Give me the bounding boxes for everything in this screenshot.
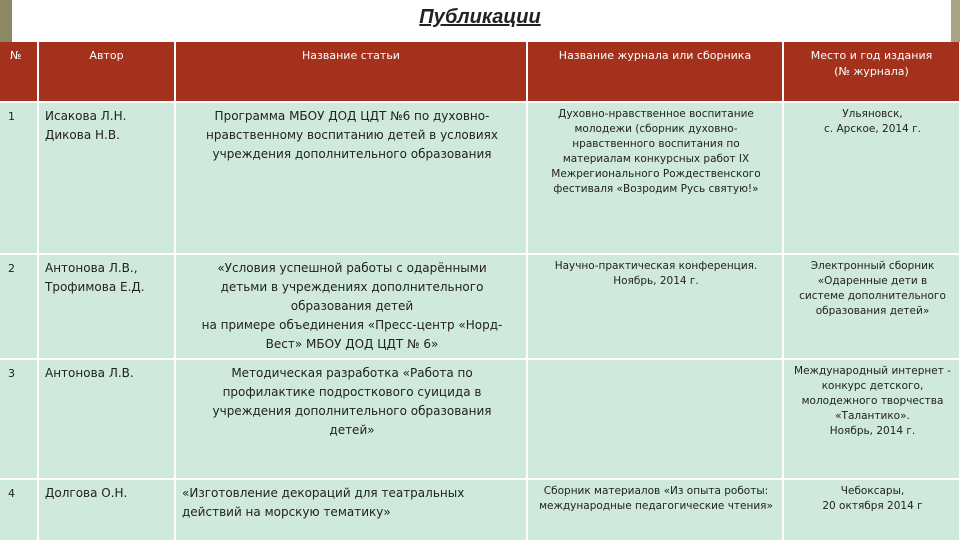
row-num: 2 <box>0 254 38 359</box>
row-article: Программа МБОУ ДОД ЦДТ №6 по духовно- нравственному воспитанию детей в условиях учреждения дополнительного образования <box>175 102 527 254</box>
header-article: Название статьи <box>175 42 527 102</box>
row-author: Антонова Л.В. <box>38 359 175 479</box>
row-place: Электронный сборник «Одаренные дети в системе дополнительного образования детей» <box>783 254 960 359</box>
header-journal: Название журнала или сборника <box>527 42 783 102</box>
table-row <box>0 254 960 359</box>
row-journal: Духовно-нравственное воспитание молодежи (сборник духовно- нравственного воспитания по материалам конкурсных работ IX Межрегионального Рождественского фестиваля «Возродим Русь святую!» <box>527 102 783 254</box>
table-header-row <box>0 42 960 102</box>
row-place: Чебоксары, 20 октября 2014 г <box>783 479 960 540</box>
row-journal: Научно-практическая конференция. Ноябрь, 2014 г. <box>527 254 783 359</box>
row-article: «Изготовление декораций для театральных действий на морскую тематику» <box>175 479 527 540</box>
row-article: «Условия успешной работы с одарёнными детьми в учреждениях дополнительного образования детей на примере объединения «Пресс-центр «Норд- Вест» МБОУ ДОД ЦДТ № 6» <box>175 254 527 359</box>
row-place: Международный интернет - конкурс детского, молодежного творчества «Талантико». Ноябрь, 2014 г. <box>783 359 960 479</box>
publications-table-wrap <box>0 42 960 540</box>
row-num: 1 <box>0 102 38 254</box>
page-title: Публикации <box>419 6 541 28</box>
publications-table <box>0 42 960 540</box>
row-num: 3 <box>0 359 38 479</box>
header-num: № <box>0 42 38 102</box>
title-bar <box>0 0 960 42</box>
table-row <box>0 102 960 254</box>
row-place: Ульяновск, с. Арское, 2014 г. <box>783 102 960 254</box>
row-journal: Сборник материалов «Из опыта роботы: международные педагогические чтения» <box>527 479 783 540</box>
table-row <box>0 359 960 479</box>
row-num: 4 <box>0 479 38 540</box>
table-row <box>0 479 960 540</box>
row-author: Антонова Л.В., Трофимова Е.Д. <box>38 254 175 359</box>
row-author: Исакова Л.Н. Дикова Н.В. <box>38 102 175 254</box>
header-place: Место и год издания (№ журнала) <box>783 42 960 102</box>
header-author: Автор <box>38 42 175 102</box>
row-author: Долгова О.Н. <box>38 479 175 540</box>
row-article: Методическая разработка «Работа по профилактике подросткового суицида в учреждения дополнительного образования детей» <box>175 359 527 479</box>
row-journal <box>527 359 783 479</box>
